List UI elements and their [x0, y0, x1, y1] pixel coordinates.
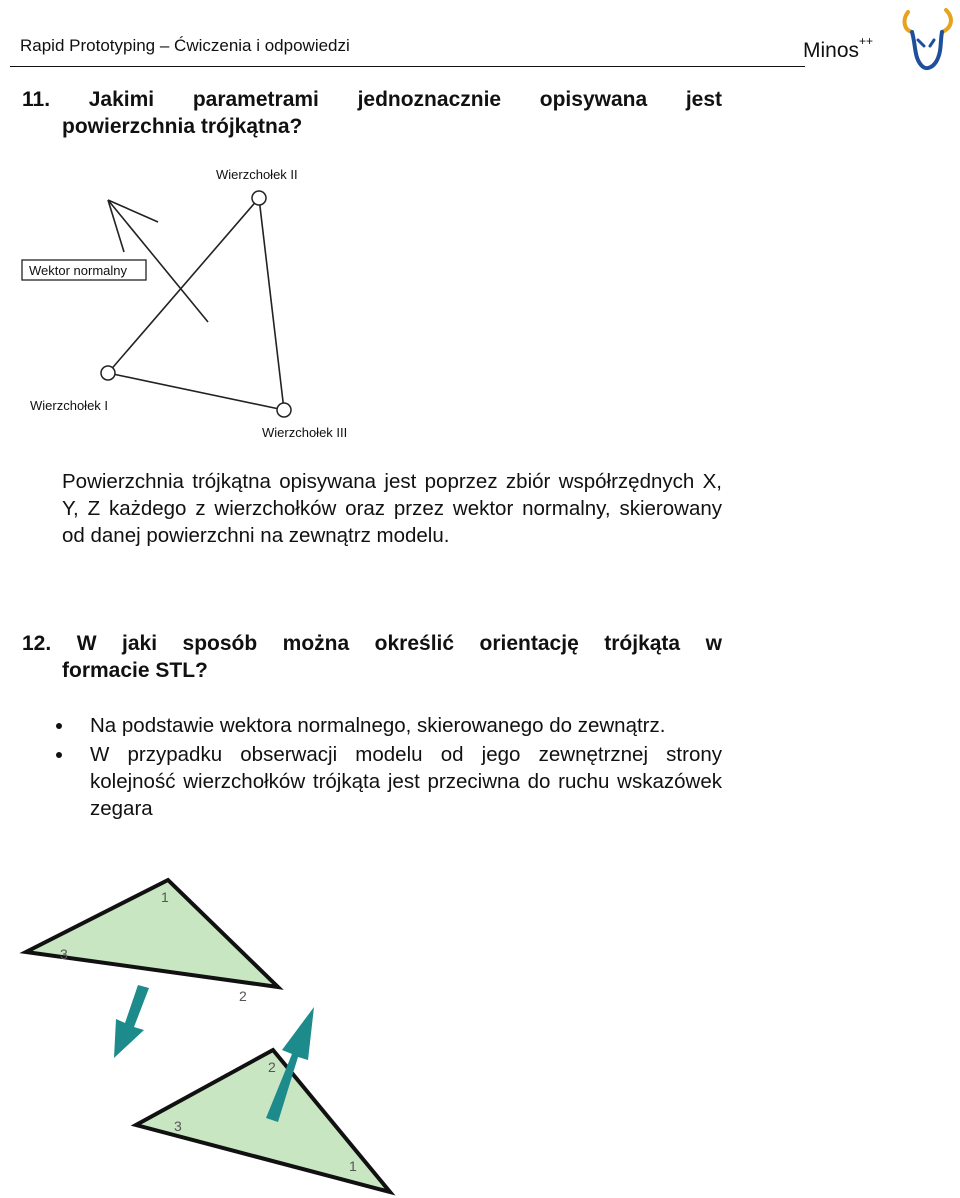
- normal-label: Wektor normalny: [29, 263, 128, 278]
- question-12-word: jaki: [122, 632, 158, 655]
- brand-name: [803, 34, 874, 63]
- bullet-dot-icon: [56, 723, 62, 729]
- triangle-edge: [108, 198, 259, 373]
- question-12-number: 12.: [22, 632, 52, 655]
- question-11-word: jest: [685, 88, 723, 111]
- question-11-word: Jakimi: [88, 88, 155, 111]
- question-11-heading: [22, 86, 722, 140]
- minos-logo-icon: [898, 6, 956, 72]
- question-12-word: w: [705, 632, 722, 655]
- vertex-3-label: Wierzchołek III: [262, 425, 348, 440]
- vertex-1-label: Wierzchołek I: [30, 398, 109, 413]
- question-12-word: można: [282, 632, 350, 655]
- vertex-label: 3: [60, 946, 68, 962]
- vertex-label: 1: [349, 1158, 357, 1174]
- question-12-heading: [22, 630, 722, 684]
- vertex-2-label: Wierzchołek II: [216, 167, 298, 182]
- vertex-2-marker: [252, 191, 266, 205]
- vertex-label: 2: [239, 988, 247, 1004]
- bullet-dot-icon: [56, 752, 62, 758]
- question-12-word: orientację: [479, 632, 579, 655]
- triangle-normal-diagram: [18, 160, 378, 445]
- triangle-edge: [108, 373, 284, 410]
- document-header-title: Rapid Prototyping – Ćwiczenia i odpowiedzi: [20, 36, 350, 55]
- answer-11-text-end: modelu.: [376, 524, 450, 547]
- question-11-word: opisywana: [539, 88, 648, 111]
- vertex-label: 2: [268, 1059, 276, 1075]
- vertex-label: 1: [161, 889, 169, 905]
- vertex-label: 3: [174, 1118, 182, 1134]
- normal-vector-arrowhead: [108, 200, 158, 222]
- header-divider: [10, 66, 805, 67]
- brand-text: Minos: [803, 39, 860, 62]
- list-item: [40, 741, 722, 822]
- answer-11-text: Powierzchnia trójkątna opisywana jest poprzez zbiór współrzędnych X, Y, Z każdego z wierzchołków oraz przez wektor normalny, skierowany od danej powierzchni na zewnątrz: [62, 470, 722, 547]
- answer-12-list: [40, 712, 722, 824]
- vertex-1-marker: [101, 366, 115, 380]
- brand-superscript: ++: [859, 34, 874, 48]
- answer-11-paragraph: [62, 468, 722, 549]
- question-12-line2: formacie STL?: [62, 659, 208, 682]
- question-12-word: określić: [374, 632, 455, 655]
- list-item: [40, 712, 722, 739]
- question-12-word: trójkąta: [604, 632, 681, 655]
- question-11-word: jednoznacznie: [357, 88, 502, 111]
- question-11-number: 11.: [22, 88, 51, 111]
- question-11-word: parametrami: [192, 88, 319, 111]
- question-12-word: sposób: [182, 632, 258, 655]
- normal-vector-arrowhead: [108, 200, 124, 252]
- list-item-text: W przypadku obserwacji modelu od jego zewnętrznej strony kolejność wierzchołków trójkąta jest przeciwna do ruchu wskazówek zegara: [90, 743, 722, 820]
- question-11-line2: powierzchnia trójkątna?: [62, 115, 303, 138]
- list-item-text: Na podstawie wektora normalnego, skierowanego do zewnątrz.: [90, 714, 666, 737]
- triangle-orientation-diagram: [18, 872, 400, 1197]
- triangle-edge: [259, 198, 284, 410]
- vertex-3-marker: [277, 403, 291, 417]
- question-12-word: W: [76, 632, 97, 655]
